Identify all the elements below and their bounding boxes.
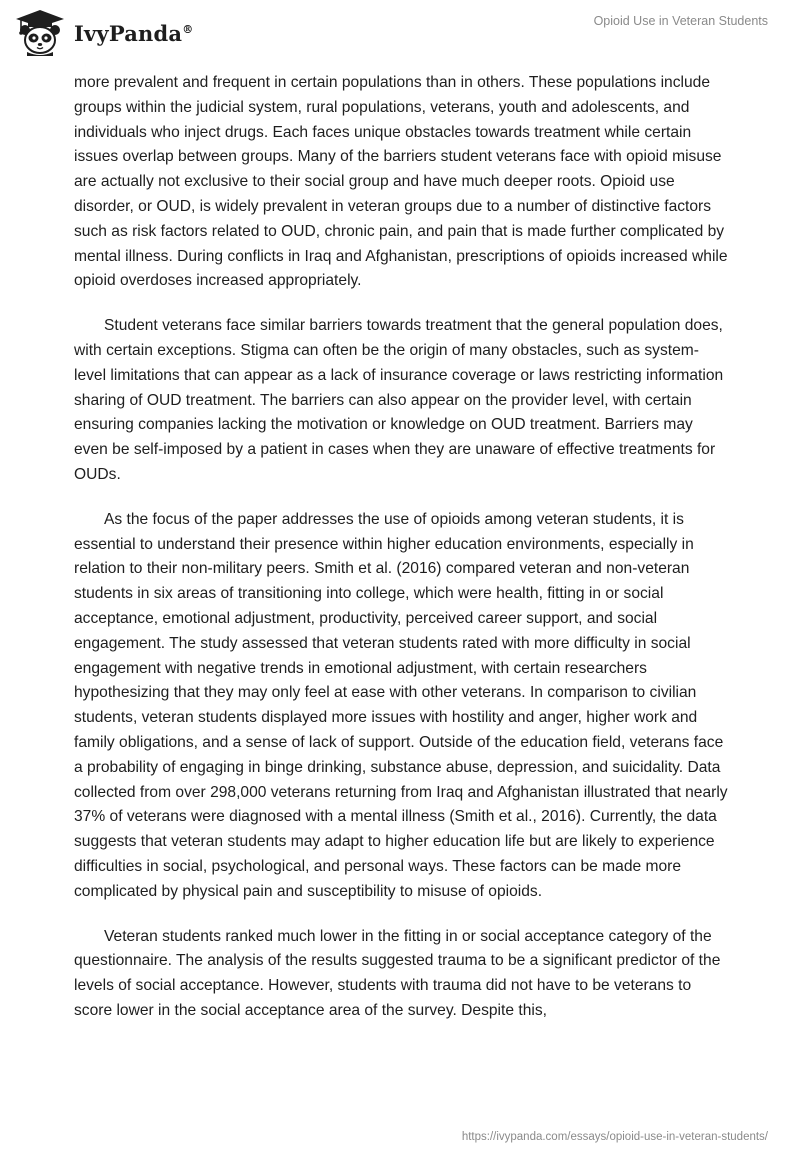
document-title: Opioid Use in Veteran Students [593, 14, 768, 28]
page-header [0, 0, 800, 70]
paragraph-continued: more prevalent and frequent in certain populations than in others. These populations include groups within the judicial system, rural populations, veterans, youth and adolescents, and individuals who inject drugs. Each faces unique obstacles towards treatment while certain issues overlap between groups. Many of the barriers student veterans face with opioid misuse are actually not exclusive to their social group and have much deeper roots. Opioid use disorder, or OUD, is widely prevalent in veteran groups due to a number of distinctive factors such as risk factors related to OUD, chronic pain, and pain that is made further complicated by mental illness. During conflicts in Iraq and Afghanistan, prescriptions of opioids increased while opioid overdoses increased appropriately. [74, 74, 728, 290]
essay-body [74, 71, 730, 1044]
ivypanda-logo[interactable] [14, 10, 194, 56]
paragraph: Veteran students ranked much lower in the fitting in or social acceptance category of the questionnaire. The analysis of the results suggested trauma to be a significant predictor of the levels of social acceptance. However, students with trauma did not have to be veterans to score lower in the social acceptance area of the survey. Despite this, [74, 927, 721, 1019]
paragraph: As the focus of the paper addresses the use of opioids among veteran students, it is essential to understand their presence within higher education environments, especially in relation to their non-military peers. Smith et al. (2016) compared veteran and non-veteran students in six areas of transitioning into college, which were health, fitting in or social acceptance, emotional adjustment, productivity, perceived career support, and social engagement. The study assessed that veteran students rated with more difficulty in social engagement with negative trends in emotional adjustment, with certain researchers hypothesizing that they may only feel at ease with other veterans. In comparison to civilian students, veteran students displayed more issues with hostility and anger, higher work and family obligations, and a sense of lack of support. Outside of the education field, veterans face a probability of engaging in binge drinking, substance abuse, depression, and suicidality. Data collected from over 298,000 veterans returning from Iraq and Afghanistan illustrated that nearly 37% of veterans were diagnosed with a mental illness (Smith et al., 2016). Currently, the data suggests that veteran students may adapt to higher education life but are likely to experience difficulties in social, psychological, and personal ways. These factors can be made more complicated by physical pain and susceptibility to misuse of opioids. [74, 510, 728, 900]
source-url[interactable]: https://ivypanda.com/essays/opioid-use-in-veteran-students/ [461, 1131, 768, 1143]
brand-name: IvyPanda® [74, 21, 194, 46]
paragraph: Student veterans face similar barriers towards treatment that the general population does, with certain exceptions. Stigma can often be the origin of many obstacles, such as system-level limitations that can appear as a lack of insurance coverage or laws restricting information sharing of OUD treatment. The barriers can also appear on the provider level, with certain ensuring companies lacking the motivation or knowledge on OUD treatment. Barriers may even be self-imposed by a patient in cases when they are unaware of effective treatments for OUDs. [74, 317, 724, 483]
panda-mascot-icon [14, 10, 66, 56]
